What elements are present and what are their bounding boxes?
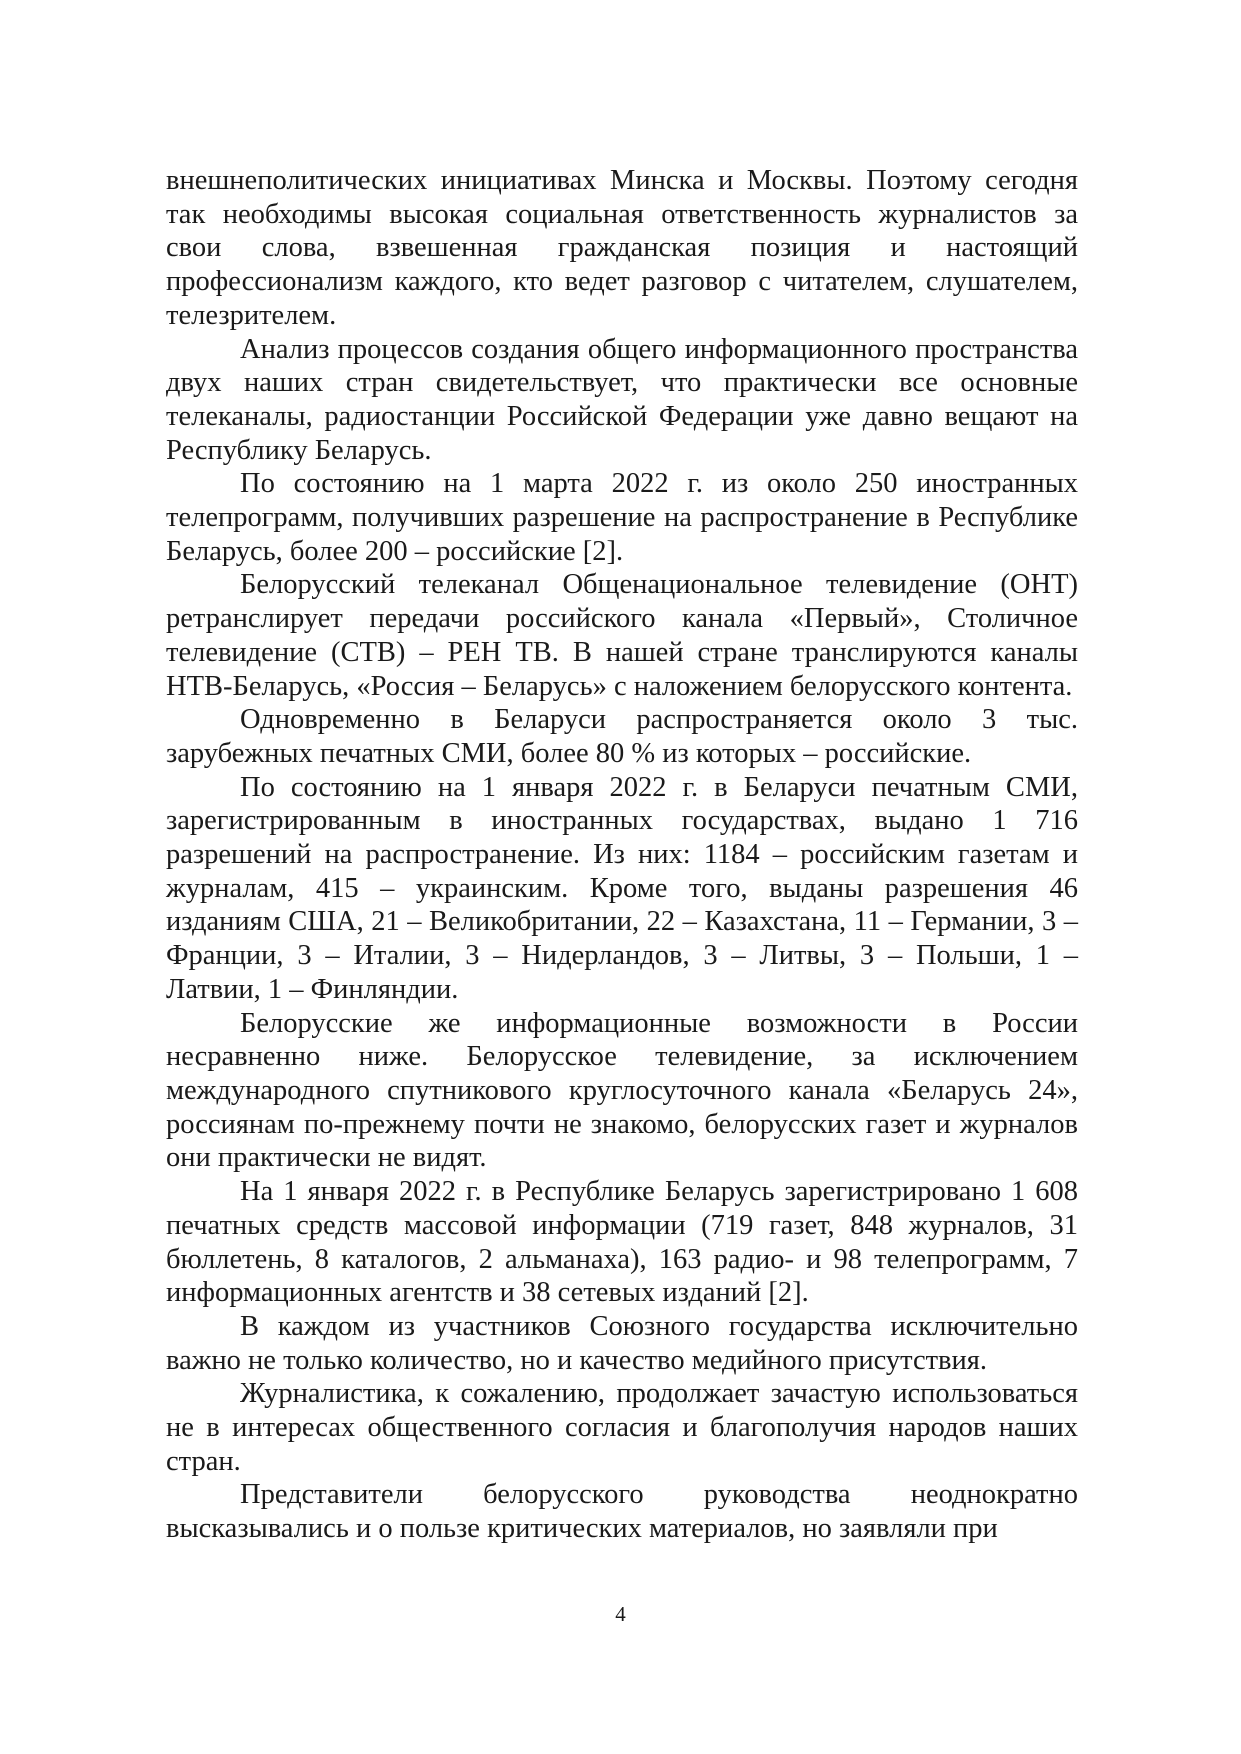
body-text <box>166 164 1078 1546</box>
paragraph: Белорусский телеканал Общенациональное телевидение (ОНТ) ретранслирует передачи российского канала «Первый», Столичное телевидение (СТВ) – РЕН ТВ. В нашей стране транслируются каналы НТВ-Беларусь, «Россия – Беларусь» с наложением белорусского контента. <box>166 569 1078 702</box>
paragraph: По состоянию на 1 января 2022 г. в Беларуси печатным СМИ, зарегистрированным в иностранных государствах, выдано 1 716 разрешений на распространение. Из них: 1184 – российским газетам и журналам, 415 – украинским. Кроме того, выданы разрешения 46 изданиям США, 21 – Великобритании, 22 – Казахстана, 11 – Германии, 3 – Франции, 3 – Италии, 3 – Нидерландов, 3 – Литвы, 3 – Польши, 1 – Латвии, 1 – Финляндии. <box>166 771 1078 1005</box>
paragraph: На 1 января 2022 г. в Республике Беларусь зарегистрировано 1 608 печатных средств массовой информации (719 газет, 848 журналов, 31 бюллетень, 8 каталогов, 2 альманаха), 163 радио- и 98 телепрограмм, 7 информационных агентств и 38 сетевых изданий [2]. <box>166 1176 1078 1309</box>
paragraph-continuation: внешнеполитических инициативах Минска и Москвы. Поэтому сегодня так необходимы высокая социальная ответственность журналистов за свои слова, взвешенная гражданская позиция и настоящий профессионализм каждого, кто ведет разговор с читателем, слушателем, телезрителем. <box>166 165 1078 331</box>
paragraph: Белорусские же информационные возможности в России несравненно ниже. Белорусское телевидение, за исключением международного спутникового круглосуточного канала «Беларусь 24», россиянам по-прежнему почти не знакомо, белорусских газет и журналов они практически не видят. <box>166 1007 1078 1174</box>
page-number: 4 <box>615 1602 626 1626</box>
paragraph: В каждом из участников Союзного государства исключительно важно не только количество, но и качество медийного присутствия. <box>166 1310 1078 1376</box>
paragraph: Анализ процессов создания общего информационного пространства двух наших стран свидетельствует, что практически все основные телеканалы, радиостанции Российской Федерации уже давно вещают на Республику Беларусь. <box>166 333 1078 466</box>
paragraph: Одновременно в Беларуси распространяется около 3 тыс. зарубежных печатных СМИ, более 80 % из которых – российские. <box>166 704 1078 769</box>
paragraph: Представители белорусского руководства неоднократно высказывались и о пользе критических материалов, но заявляли при <box>166 1479 1078 1545</box>
paragraph: По состоянию на 1 марта 2022 г. из около 250 иностранных телепрограмм, получивших разрешение на распространение в Республике Беларусь, более 200 – российские [2]. <box>166 468 1078 567</box>
paragraph: Журналистика, к сожалению, продолжает зачастую использоваться не в интересах общественного согласия и благополучия народов наших стран. <box>166 1378 1078 1477</box>
